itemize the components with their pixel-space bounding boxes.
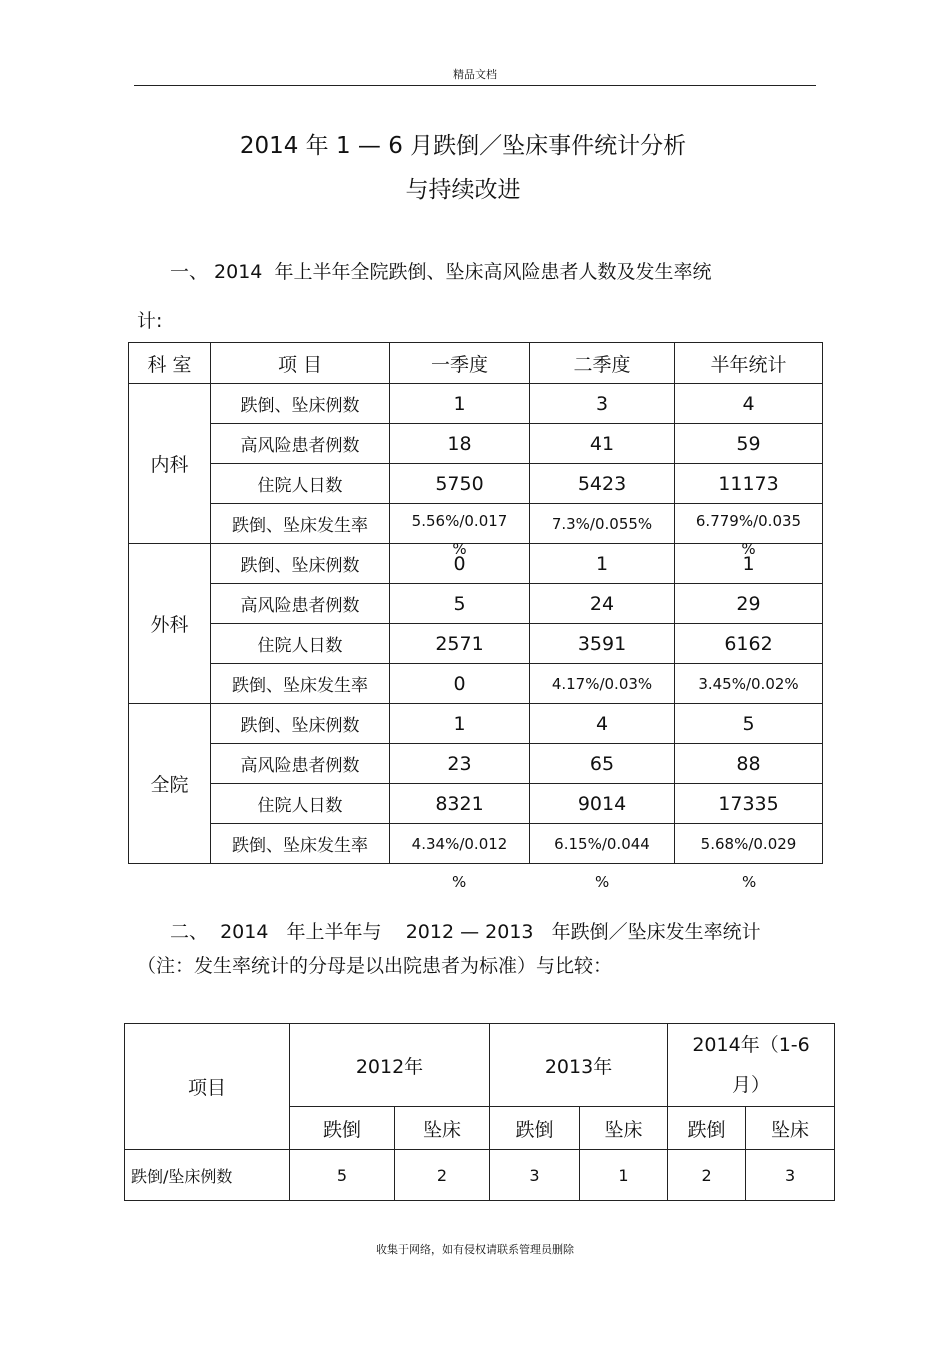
header-q1: 一季度 xyxy=(390,343,530,384)
item-cell: 高风险患者例数 xyxy=(211,744,390,784)
table-row xyxy=(129,624,823,664)
q2-cell: 65 xyxy=(530,744,675,784)
table-row xyxy=(129,664,823,704)
q1-cell: 1 xyxy=(390,704,530,744)
trailing-pct-q2: % xyxy=(595,873,610,891)
half-cell: 5 xyxy=(675,704,823,744)
item-cell: 高风险患者例数 xyxy=(211,424,390,464)
section1-heading: 一、 2014 年上半年全院跌倒、坠床高风险患者人数及发生率统 xyxy=(170,261,712,283)
dept-cell: 内科 xyxy=(129,384,211,544)
half-cell: 1 xyxy=(675,544,823,584)
item-header: 项目 xyxy=(125,1024,290,1150)
q2-cell: 4 xyxy=(530,704,675,744)
year-header-2014-line1: 2014年（1-6 xyxy=(692,1034,810,1056)
value-cell: 2 xyxy=(668,1150,746,1201)
q1-cell: 4.34%/0.012 xyxy=(390,824,530,864)
table-row xyxy=(129,504,823,544)
year-header-2013: 2013年 xyxy=(490,1024,668,1107)
table-row xyxy=(129,744,823,784)
page-header: 精品文档 xyxy=(453,68,497,81)
table-fall-statistics xyxy=(128,342,823,864)
table-row xyxy=(129,824,823,864)
q2-cell: 4.17%/0.03% xyxy=(530,664,675,704)
section2-heading: 二、 2014 年上半年与 2012 — 2013 年跌倒／坠床发生率统计 xyxy=(170,921,761,943)
q1-cell: 18 xyxy=(390,424,530,464)
subheader-bedfall: 坠床 xyxy=(746,1107,835,1150)
section2-heading-cont: （注：发生率统计的分母是以出院患者为标准）与比较： xyxy=(137,955,613,977)
item-cell: 跌倒、坠床发生率 xyxy=(211,504,390,544)
half-cell: 3.45%/0.02% xyxy=(675,664,823,704)
q2-cell: 41 xyxy=(530,424,675,464)
rate-value: 7.3%/0.055% xyxy=(551,515,653,533)
table-row xyxy=(129,464,823,504)
subheader-fall: 跌倒 xyxy=(668,1107,746,1150)
title-line-2: 与持续改进 xyxy=(405,177,521,203)
header-rule xyxy=(134,85,816,86)
q2-cell: 1 xyxy=(530,544,675,584)
rate-value: 6.779%/0.035 xyxy=(695,512,802,530)
subheader-bedfall: 坠床 xyxy=(580,1107,668,1150)
half-cell: 5.68%/0.029 xyxy=(675,824,823,864)
half-cell: 29 xyxy=(675,584,823,624)
trailing-pct-half: % xyxy=(742,873,757,891)
table-row xyxy=(129,384,823,424)
rate-value-overflow: % xyxy=(452,540,467,558)
rate-value: 5.56%/0.017 xyxy=(411,512,508,530)
half-cell: 88 xyxy=(675,744,823,784)
rate-value-overflow: % xyxy=(741,540,756,558)
q1-cell: 1 xyxy=(390,384,530,424)
item-cell: 跌倒、坠床例数 xyxy=(211,384,390,424)
q2-cell: 6.15%/0.044 xyxy=(530,824,675,864)
q2-cell: 9014 xyxy=(530,784,675,824)
title-line-1: 2014 年 1 — 6 月跌倒／坠床事件统计分析 xyxy=(239,133,687,159)
q2-cell: 3591 xyxy=(530,624,675,664)
table-row xyxy=(129,424,823,464)
value-cell: 3 xyxy=(490,1150,580,1201)
half-cell xyxy=(675,504,823,558)
q1-cell: 8321 xyxy=(390,784,530,824)
q2-cell: 5423 xyxy=(530,464,675,504)
q2-cell: 3 xyxy=(530,384,675,424)
q1-cell: 5 xyxy=(390,584,530,624)
item-cell: 跌倒、坠床例数 xyxy=(211,544,390,584)
half-cell: 17335 xyxy=(675,784,823,824)
value-cell: 2 xyxy=(395,1150,490,1201)
table1-header-row xyxy=(129,343,823,384)
item-cell: 住院人日数 xyxy=(211,464,390,504)
item-cell: 住院人日数 xyxy=(211,624,390,664)
year-header-2014 xyxy=(668,1024,835,1107)
q1-cell: 5750 xyxy=(390,464,530,504)
q2-cell xyxy=(530,504,675,544)
subheader-fall: 跌倒 xyxy=(290,1107,395,1150)
year-header-2012: 2012年 xyxy=(290,1024,490,1107)
section1-heading-cont: 计: xyxy=(137,310,163,332)
item-cell: 高风险患者例数 xyxy=(211,584,390,624)
half-cell: 11173 xyxy=(675,464,823,504)
table-row xyxy=(125,1150,835,1201)
dept-cell: 外科 xyxy=(129,544,211,704)
item-cell: 跌倒、坠床例数 xyxy=(211,704,390,744)
q1-cell xyxy=(390,504,530,558)
half-cell: 59 xyxy=(675,424,823,464)
header-half: 半年统计 xyxy=(675,343,823,384)
value-cell: 1 xyxy=(580,1150,668,1201)
item-cell: 住院人日数 xyxy=(211,784,390,824)
page-footer: 收集于网络，如有侵权请联系管理员删除 xyxy=(376,1243,574,1256)
table2-header-row xyxy=(125,1024,835,1107)
table-row xyxy=(129,784,823,824)
table-row xyxy=(129,704,823,744)
q1-cell: 2571 xyxy=(390,624,530,664)
dept-cell: 全院 xyxy=(129,704,211,864)
q1-cell: 0 xyxy=(390,544,530,584)
half-cell: 4 xyxy=(675,384,823,424)
item-cell: 跌倒、坠床发生率 xyxy=(211,664,390,704)
subheader-bedfall: 坠床 xyxy=(395,1107,490,1150)
q1-cell: 23 xyxy=(390,744,530,784)
item-cell: 跌倒、坠床发生率 xyxy=(211,824,390,864)
header-item: 项 目 xyxy=(211,343,390,384)
header-q2: 二季度 xyxy=(530,343,675,384)
year-header-2014-line2: 月） xyxy=(732,1074,771,1096)
q1-cell: 0 xyxy=(390,664,530,704)
table-yearly-comparison xyxy=(124,1023,835,1201)
q2-cell: 24 xyxy=(530,584,675,624)
row-label: 跌倒/坠床例数 xyxy=(125,1150,290,1201)
value-cell: 3 xyxy=(746,1150,835,1201)
half-cell: 6162 xyxy=(675,624,823,664)
trailing-pct-q1: % xyxy=(452,873,467,891)
value-cell: 5 xyxy=(290,1150,395,1201)
subheader-fall: 跌倒 xyxy=(490,1107,580,1150)
table-row xyxy=(129,584,823,624)
header-dept: 科 室 xyxy=(129,343,211,384)
